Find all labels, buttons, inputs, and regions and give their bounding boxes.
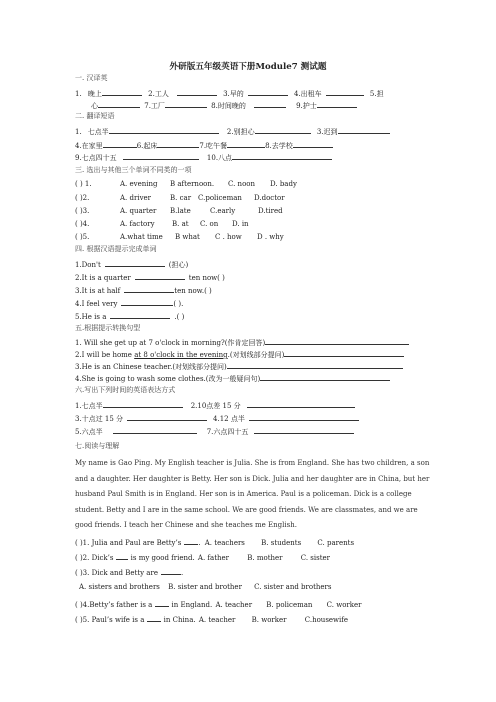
option-b: B. policeman: [266, 601, 313, 609]
sentence-start: 2.It is a quarter: [75, 274, 131, 282]
hint: ten now( ): [188, 274, 225, 282]
answer-blank[interactable]: [232, 152, 332, 160]
item-label: 9.护士: [296, 102, 317, 110]
answer-blank[interactable]: [249, 413, 359, 421]
fill-word-row: [75, 272, 225, 283]
option-a: A. teachers: [204, 539, 245, 547]
option-a: A. teacher: [215, 601, 253, 609]
answer-blank[interactable]: [109, 126, 219, 134]
item-label: 4.12 点半: [213, 415, 245, 423]
section-5-heading: 五.根据提示转换句型: [75, 324, 141, 332]
section-2-row-1: [75, 126, 390, 137]
fill-word-row: [75, 285, 212, 296]
section-1-row-2: [75, 100, 357, 111]
section-3-heading: 三. 选出与其他三个单词不同类的一项: [75, 166, 192, 174]
sentence-start: 5.He is a: [75, 313, 107, 321]
answer-blank[interactable]: [247, 400, 355, 408]
worksheet-title: 外研版五年级英语下册Module7 测试题: [169, 62, 327, 72]
item-label: 心: [91, 102, 98, 110]
answer-blank[interactable]: [110, 311, 170, 319]
transform-prompt: 4.She is going to wash some clothes.(改为一般疑问句): [75, 375, 261, 383]
option-c: C. worker: [326, 601, 362, 609]
section-1-heading: 一. 汉译英: [75, 74, 108, 82]
item-label: 9.七点四十五: [75, 154, 117, 162]
transform-hint: .(对划线部分提问): [227, 351, 285, 359]
answer-blank[interactable]: [177, 88, 217, 96]
answer-blank[interactable]: [284, 349, 404, 357]
option-a: A. teacher: [198, 616, 236, 624]
transform-row: [75, 349, 404, 360]
answer-blank[interactable]: [147, 614, 161, 622]
hint: (担心): [168, 261, 189, 269]
time-row: [75, 426, 354, 437]
answer-paren[interactable]: ( )4.: [75, 220, 90, 228]
option-d: D . why: [257, 233, 284, 241]
sentence-start: 1.Don't: [75, 261, 101, 269]
answer-blank[interactable]: [102, 88, 142, 96]
hint: .( ): [174, 313, 185, 321]
time-row: [75, 413, 359, 424]
reading-question: [75, 552, 330, 563]
option-d: D. bady: [270, 180, 297, 188]
transform-row: [75, 373, 390, 384]
section-4-heading: 四. 根据汉语提示完成单词: [75, 245, 157, 253]
transform-prompt: 3.He is an Chinese teacher.(对划线部分提问): [75, 363, 227, 371]
item-label: 3.迟到: [316, 128, 338, 136]
option-b: B. mother: [247, 554, 283, 562]
option-a: A. factory: [120, 220, 155, 228]
item-label: 5.担: [369, 90, 384, 98]
answer-blank[interactable]: [103, 140, 137, 148]
fill-word-row: [75, 298, 183, 309]
answer-paren[interactable]: ( )5.: [75, 233, 90, 241]
option-c: C.housewife: [304, 616, 349, 624]
option-c: C.early: [210, 207, 236, 215]
transform-prompt: 2.I will be home: [75, 351, 135, 359]
item-label: 7.吃午餐: [199, 142, 228, 150]
answer-blank[interactable]: [265, 337, 409, 345]
option-c: C. noon: [228, 180, 256, 188]
choice-question-row: [75, 194, 285, 203]
item-label: 2.工人: [148, 90, 169, 98]
time-row: [75, 400, 355, 411]
option-c: C. sister and brothers: [254, 583, 332, 591]
answer-paren[interactable]: ( ) 1.: [75, 180, 92, 188]
answer-blank[interactable]: [161, 567, 181, 575]
sentence-start: 3.It is at half: [75, 287, 121, 295]
section-2-row-2: [75, 140, 333, 151]
item-number: 1.: [75, 90, 82, 98]
question-text: is my good friend.: [130, 554, 195, 562]
option-b: B. at: [172, 220, 189, 228]
answer-blank[interactable]: [157, 140, 199, 148]
question-text: ( )4.Betty’s father is a: [75, 601, 153, 609]
option-b: B. students: [261, 539, 302, 547]
hint: ten now.( ): [174, 287, 212, 295]
option-a: A. driver: [120, 194, 152, 202]
answer-blank[interactable]: [338, 126, 390, 134]
question-text: ( )5. Paul’s wife is a: [75, 616, 145, 624]
choice-question-row: [75, 233, 284, 242]
answer-blank[interactable]: [103, 400, 183, 408]
item-label: 3.十点过 15 分: [75, 415, 124, 423]
option-b: B. sister and brother: [168, 583, 242, 591]
answer-blank[interactable]: [293, 140, 333, 148]
answer-blank[interactable]: [98, 100, 140, 108]
option-c: C. parents: [317, 539, 355, 547]
underlined-phrase: at 8 o'clock in the evening: [134, 351, 228, 359]
item-label: 4.在家里: [75, 142, 103, 150]
section-1-row-1: [75, 88, 384, 99]
hint: ( ).: [173, 300, 184, 308]
reading-question: ( )3. Dick and Betty are .: [75, 569, 184, 577]
choice-question-row: [75, 207, 283, 216]
item-label: 1.七点半: [75, 402, 103, 410]
answer-blank[interactable]: [124, 285, 174, 293]
answer-blank[interactable]: [227, 140, 265, 148]
item-label: 7.工厂: [144, 102, 165, 110]
answer-blank[interactable]: [155, 599, 169, 607]
item-label: 8.去学校: [265, 142, 293, 150]
item-label: 3.早的: [223, 90, 244, 98]
option-b: B what: [175, 233, 200, 241]
option-b: B.late: [170, 207, 191, 215]
answer-blank[interactable]: [105, 259, 165, 267]
item-number: 1.: [75, 128, 82, 136]
reading-question: [75, 599, 362, 610]
sentence-start: 4.I feel very: [75, 300, 118, 308]
answer-blank[interactable]: [135, 272, 185, 280]
reading-question-options: [75, 583, 332, 592]
answer-blank[interactable]: [260, 373, 390, 381]
answer-blank[interactable]: [113, 426, 197, 434]
option-c: C.policeman: [198, 194, 242, 202]
question-text: ( )1. Julia and Paul are Betty’s: [75, 539, 182, 547]
section-7-heading: 七.阅读与理解: [75, 442, 120, 450]
item-label: 七点半: [87, 128, 109, 136]
answer-blank[interactable]: [227, 361, 403, 369]
option-a: A. quarter: [120, 207, 157, 215]
answer-blank[interactable]: [248, 88, 288, 96]
reading-question: ( )1. Julia and Paul are Betty’s . A. teachers B. students C. parents: [75, 539, 355, 547]
option-a: A. father: [197, 554, 230, 562]
choice-question-row: [75, 180, 297, 189]
option-b: B. car: [170, 194, 192, 202]
option-d: D.doctor: [254, 194, 285, 202]
transform-row: [75, 337, 409, 348]
answer-paren[interactable]: ( )2.: [75, 194, 90, 202]
reading-question: [75, 614, 348, 625]
answer-blank[interactable]: [123, 152, 199, 160]
option-c: C. sister: [300, 554, 331, 562]
answer-blank[interactable]: [184, 537, 198, 545]
option-a: A.what time: [120, 233, 163, 241]
item-label: 5.六点半: [75, 428, 103, 436]
item-label: 2.别担心: [226, 128, 255, 136]
question-text: in England.: [171, 601, 213, 609]
answer-blank[interactable]: [317, 100, 357, 108]
answer-blank[interactable]: [254, 100, 286, 108]
option-c: C . how: [215, 233, 242, 241]
option-b: B. worker: [251, 616, 287, 624]
answer-blank[interactable]: [116, 552, 128, 560]
transform-row: [75, 361, 403, 372]
option-a: A. sisters and brothers: [79, 583, 160, 591]
answer-paren[interactable]: ( )3.: [75, 207, 90, 215]
section-6-heading: 六.写出下列时间的英语表达方式: [75, 386, 176, 394]
section-2-row-3: [75, 152, 332, 163]
option-b: B afternoon.: [170, 180, 215, 188]
item-label: 10.八点: [206, 154, 233, 162]
reading-passage: My name is Gao Ping. My English teacher is Julia. She is from England. She has two children, a son and a daughter. Her daughter is Betty. Her son is Dick. Julia and her daughter are in China, but her husband Paul Smith is in England. Her son is in America. Paul is a policeman. Dick is a college student. Betty and I are in the same school. We are good friends. We are classmates, and we are good friends. I teach her Chinese and she teaches me English.: [75, 459, 430, 530]
fill-word-row: [75, 311, 184, 322]
answer-blank[interactable]: [165, 100, 207, 108]
item-label: 晚上: [87, 90, 102, 98]
item-label: 7.六点四十五: [206, 428, 249, 436]
option-d: D.tired: [258, 207, 283, 215]
section-2-heading: 二. 翻译短语: [75, 112, 115, 120]
answer-blank[interactable]: [255, 126, 311, 134]
option-a: A. evening: [120, 180, 158, 188]
question-text: in China.: [163, 616, 196, 624]
item-label: 4.出租车: [294, 90, 322, 98]
choice-question-row: [75, 220, 249, 229]
transform-prompt: 1. Will she get up at 7 o'clock in morning?(作肯定回答): [75, 339, 266, 347]
question-text: ( )2. Dick’s: [75, 554, 114, 562]
item-label: 6.起床: [136, 142, 158, 150]
option-c: C. on: [200, 220, 219, 228]
item-label: 8.时间晚的: [211, 102, 246, 110]
fill-word-row: [75, 259, 188, 270]
answer-blank[interactable]: [127, 413, 207, 421]
option-d: D. in: [232, 220, 249, 228]
answer-blank[interactable]: [254, 426, 354, 434]
answer-blank[interactable]: [121, 298, 173, 306]
item-label: 2.10点差 15 分: [190, 402, 241, 410]
answer-blank[interactable]: [326, 88, 364, 96]
question-text: ( )3. Dick and Betty are: [75, 569, 158, 577]
